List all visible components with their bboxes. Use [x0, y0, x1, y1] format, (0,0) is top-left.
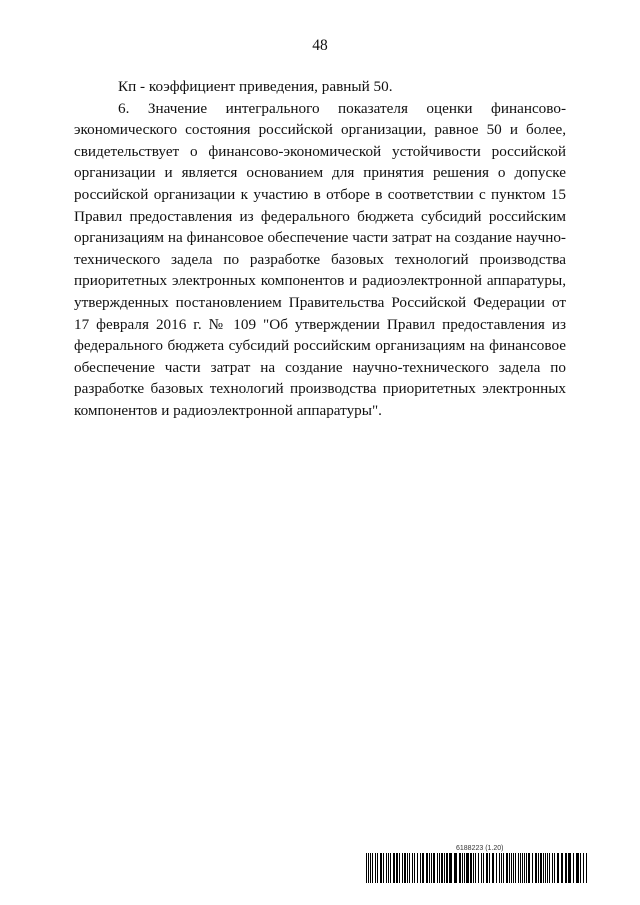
barcode-caption: 6188223 (1.20) [456, 845, 504, 852]
paragraph-kp-definition: Кп - коэффициент приведения, равный 50. [118, 78, 393, 95]
document-barcode [366, 845, 590, 885]
document-body [74, 76, 566, 422]
barcode-icon [366, 853, 590, 883]
page-number: 48 [312, 37, 328, 54]
paragraph-item-6: 6. Значение интегрального показателя оценки финансово-экономического состояния российской организации, равное 50 и более, свидетельствует о финансово-экономической устойчивости российской организации и является основанием для принятия решения о допуске российской организации к участию в отборе в соответствии с пунктом 15 Правил предоставления из федерального бюджета субсидий российским организациям на финансовое обеспечение части затрат на создание научно-технического задела по разработке базовых технологий производства приоритетных электронных компонентов и радиоэлектронной аппаратуры, утвержденных постановлением Правительства Российской Федерации от 17 февраля 2016 г. № 109 "Об утверждении Правил предоставления из федерального бюджета субсидий российским организациям на финансовое обеспечение части затрат на создание научно-технического задела по разработке базовых технологий производства приоритетных электронных компонентов и радиоэлектронной аппаратуры". [74, 99, 566, 419]
